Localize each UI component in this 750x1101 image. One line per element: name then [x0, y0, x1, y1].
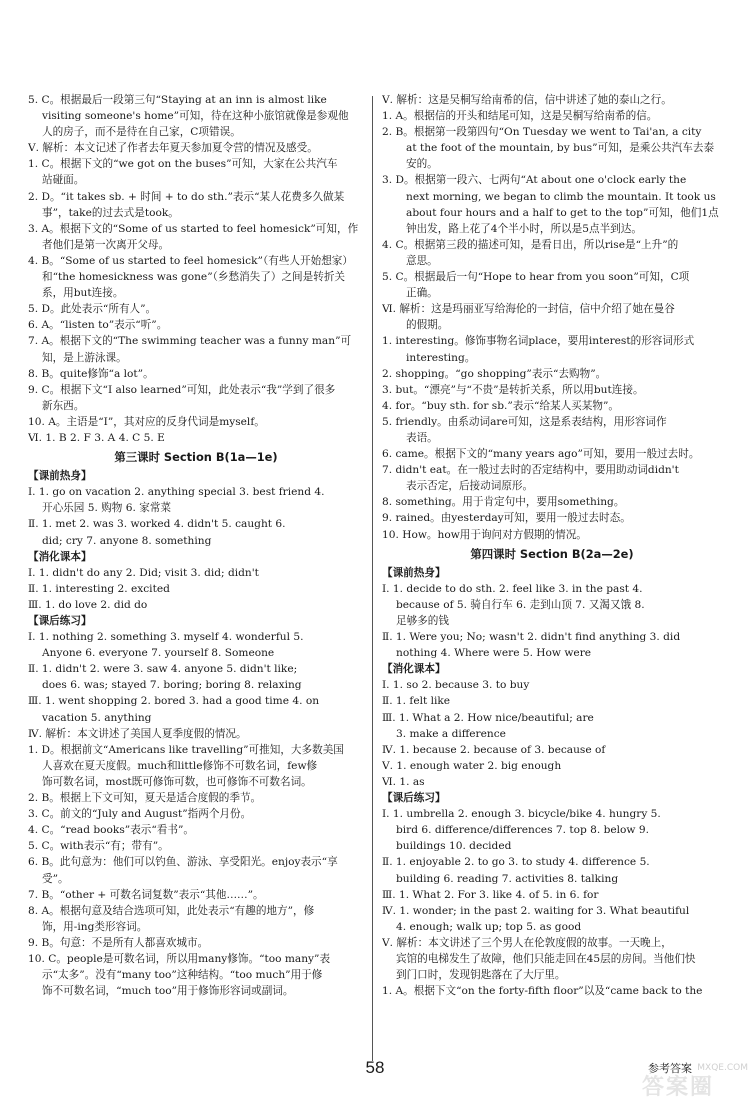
answer-line: Ⅳ. 解析：本文讲述了美国人夏季度假的情况。: [28, 727, 247, 740]
answer-line: 安的。: [406, 158, 438, 171]
answer-line: 6. came。根据下文的“many years ago”可知，要用一般过去时。: [382, 448, 700, 461]
subsection-heading: 【课前热身】: [382, 566, 446, 579]
answer-line: 表语。: [406, 431, 438, 444]
answer-line: Ⅲ. 1. What 2. For 3. like 4. of 5. in 6. for: [382, 888, 599, 901]
answer-line: Ⅱ. 1. didn't 2. were 3. saw 4. anyone 5. didn't like;: [28, 663, 298, 676]
answer-line: Ⅲ. 1. What a 2. How nice/beautiful; are: [382, 711, 594, 724]
answer-line: 7. B。“other + 可数名词复数”表示“其他……”。: [28, 888, 264, 901]
answer-line: Ⅲ. 1. do love 2. did do: [28, 598, 148, 611]
answer-line: 6. A。“listen to”表示“听”。: [28, 319, 168, 332]
subsection-heading: 【课后练习】: [28, 615, 92, 627]
answer-line: 9. B。句意：不是所有人都喜欢城市。: [28, 936, 209, 949]
answer-line: Ⅰ. 1. nothing 2. something 3. myself 4. wonderful 5.: [28, 631, 304, 644]
answer-line: 5. friendly。由系动词are可知，这是系表结构，用形容词作: [382, 415, 667, 428]
answer-line: 8. something。用于肯定句中，要用something。: [382, 496, 625, 509]
answer-line: at the foot of the mountain, by bus”可知，是乘公共汽车去泰: [406, 142, 715, 155]
answer-line: 足够多的钱: [396, 615, 449, 627]
answer-line: 7. A。根据下文的“The swimming teacher was a funny man”可: [28, 335, 352, 348]
answer-line: 受”。: [42, 872, 69, 885]
answer-line: 正确。: [406, 287, 438, 300]
answer-line: 示“太多”。没有“many too”这种结构。“too much”用于修: [42, 969, 323, 982]
answer-line: 宾馆的电梯发生了故障，他们只能走回在45层的房间。当他们快: [396, 952, 696, 965]
answer-line: 人的房子，而不是待在自己家，C项错误。: [42, 126, 241, 139]
answer-line: 事”，take的过去式是took。: [42, 206, 179, 219]
answer-line: Ⅵ. 解析：这是玛丽亚写给海伦的一封信，信中介绍了她在曼谷: [382, 303, 675, 316]
answer-line: 1. A。根据下文“on the forty-fifth floor”以及“came back to the: [382, 985, 703, 998]
answer-line: Ⅱ. 1. Were you; No; wasn't 2. didn't find anything 3. did: [382, 631, 681, 644]
answer-line: 3. make a difference: [396, 727, 506, 740]
answer-line: 4. for。“buy sth. for sb.”表示“给某人买某物”。: [382, 399, 619, 412]
answer-line: 人喜欢在夏天度假。much和little修饰不可数名词，few修: [42, 759, 318, 772]
answer-line: Ⅰ. 1. so 2. because 3. to buy: [382, 679, 530, 692]
answer-line: Ⅴ. 解析：这是吴桐写给南希的信，信中讲述了她的泰山之行。: [382, 94, 672, 106]
answer-line: buildings 10. decided: [396, 840, 512, 853]
answer-line: Ⅵ. 1. as: [382, 775, 425, 788]
answer-line: 饰可数名词，most既可修饰可数，也可修饰不可数名词。: [42, 775, 312, 788]
answer-line: 意思。: [406, 254, 438, 267]
answer-line: Ⅰ. 1. decide to do sth. 2. feel like 3. in the past 4.: [382, 582, 643, 595]
answer-line: 7. didn't eat。在一般过去时的否定结构中，要用助动词didn't: [382, 464, 679, 477]
answer-line: Ⅱ. 1. met 2. was 3. worked 4. didn't 5. caught 6.: [28, 518, 286, 531]
answer-line: 开心乐园 5. 购物 6. 家常菜: [42, 502, 172, 515]
answer-key-label: 参考答案: [648, 1062, 692, 1075]
answer-line: 1. C。根据下文的“we got on the buses”可知，大家在公共汽车: [28, 158, 338, 171]
subsection-heading: 【消化课本】: [28, 550, 92, 563]
answer-line: Ⅱ. 1. enjoyable 2. to go 3. to study 4. difference 5.: [382, 856, 650, 869]
answer-line: visiting someone's home”可知，待在这种小旅馆就像是参观他: [42, 110, 349, 123]
answer-line: 5. C。根据最后一句“Hope to hear from you soon”可知，C项: [382, 271, 690, 284]
answer-line: 钟出发，路上花了4个半小时，所以是5点半到达。: [406, 222, 642, 235]
page-number: 58: [365, 1058, 385, 1077]
answer-line: 表示否定，后接动词原形。: [406, 480, 534, 493]
answer-line: Ⅰ. 1. didn't do any 2. Did; visit 3. did; didn't: [28, 566, 259, 579]
answer-line: Ⅳ. 1. because 2. because of 3. because of: [382, 743, 606, 756]
answer-line: did; cry 7. anyone 8. something: [42, 534, 212, 547]
answer-line: Ⅳ. 1. wonder; in the past 2. waiting for 3. What beautiful: [382, 904, 690, 917]
answer-line: 8. B。quite修饰“a lot”。: [28, 367, 154, 380]
answer-line: next morning, we began to climb the mountain. It took us: [406, 190, 716, 203]
answer-line: 站碰面。: [42, 174, 85, 187]
answer-line: 10. How。how用于询问对方假期的情况。: [382, 528, 587, 541]
answer-line: Anyone 6. everyone 7. yourself 8. Someone: [42, 647, 275, 660]
answer-line: 饰不可数名词，“much too”用于修饰形容词或副词。: [42, 985, 294, 998]
answer-line: Ⅱ. 1. felt like: [382, 695, 451, 708]
answer-line: 的假期。: [406, 319, 449, 332]
answer-line: 3. D。根据第一段六、七两句“At about one o'clock early the: [382, 174, 687, 187]
watermark-site: MXQE.COM: [697, 1063, 748, 1073]
answer-line: Ⅴ. 1. enough water 2. big enough: [382, 759, 562, 772]
answer-line: 4. C。“read books”表示“看书”。: [28, 824, 194, 837]
answer-line: 3. but。“漂亮”与“不贵”是转折关系，所以用but连接。: [382, 383, 644, 396]
answer-line: 5. C。with表示“有；带有”。: [28, 840, 169, 853]
answer-line: Ⅴ. 解析：本文记述了作者去年夏天参加夏令营的情况及感受。: [28, 142, 318, 155]
answer-line: Ⅴ. 解析：本文讲述了三个男人在伦敦度假的故事。一天晚上，: [382, 936, 672, 949]
answer-line: 到门口时，发现钥匙落在了大厅里。: [396, 969, 566, 982]
left-column: [28, 92, 364, 999]
answer-line: 4. C。根据第三段的描述可知，是看日出，所以rise是“上升”的: [382, 238, 679, 251]
watermark-text: 答案圈: [641, 1075, 714, 1100]
subsection-heading: 【课前热身】: [28, 470, 92, 483]
answer-line: Ⅵ. 1. B 2. F 3. A 4. C 5. E: [28, 431, 165, 444]
answer-line: 2. D。“it takes sb. + 时间 + to do sth.”表示“某人花费多久做某: [28, 190, 345, 203]
answer-line: 10. C。people是可数名词，所以用many修饰。“too many”表: [28, 952, 331, 965]
subsection-heading: 【课后练习】: [382, 792, 446, 805]
answer-line: about four hours and a half to get to the top”可知，他们1点: [406, 206, 719, 219]
answer-line: 饰，用-ing类形容词。: [42, 920, 148, 933]
answer-line: 9. rained。由yesterday可知，要用一般过去时态。: [382, 512, 631, 525]
answer-line: 5. D。此处表示“所有人”。: [28, 303, 157, 316]
right-column: [382, 92, 722, 999]
answer-line: Ⅰ. 1. umbrella 2. enough 3. bicycle/bike 4. hungry 5.: [382, 808, 661, 821]
answer-line: bird 6. difference/differences 7. top 8. below 9.: [396, 824, 649, 837]
answer-line: 6. B。此句意为：他们可以钓鱼、游泳、享受阳光。enjoy表示“享: [28, 856, 338, 869]
answer-line: 9. C。根据下文“I also learned”可知，此处表示“我”学到了很多: [28, 383, 336, 396]
answer-line: because of 5. 骑自行车 6. 走到山顶 7. 又渴又饿 8.: [396, 598, 645, 611]
section-heading: 第四课时 Section B(2a—2e): [470, 546, 634, 561]
answer-line: 1. interesting。修饰事物名词place，要用interest的形容词形式: [382, 335, 695, 348]
answer-line: 3. C。前文的“July and August”指两个月份。: [28, 808, 252, 821]
answer-line: 新东西。: [42, 399, 85, 412]
subsection-heading: 【消化课本】: [382, 663, 446, 676]
answer-line: 8. A。根据句意及结合选项可知，此处表示“有趣的地方”，修: [28, 904, 315, 917]
answer-line: Ⅲ. 1. went shopping 2. bored 3. had a good time 4. on: [28, 695, 320, 708]
answer-line: Ⅰ. 1. go on vacation 2. anything special 3. best friend 4.: [28, 486, 325, 499]
column-divider: [372, 96, 373, 1061]
answer-line: 者他们是第一次离开父母。: [42, 238, 170, 251]
answer-line: vacation 5. anything: [42, 711, 152, 724]
answer-line: 1. A。根据信的开头和结尾可知，这是吴桐写给南希的信。: [382, 110, 658, 123]
answer-line: 10. A。主语是“I”，其对应的反身代词是myself。: [28, 415, 265, 428]
answer-line: 4. enough; walk up; top 5. as good: [396, 920, 582, 933]
answer-line: does 6. was; stayed 7. boring; boring 8. relaxing: [42, 679, 302, 692]
answer-line: 5. C。根据最后一段第三句“Staying at an inn is almost like: [28, 94, 327, 106]
answer-line: Ⅱ. 1. interesting 2. excited: [28, 582, 170, 595]
answer-line: nothing 4. Where were 5. How were: [396, 647, 592, 660]
section-heading: 第三课时 Section B(1a—1e): [114, 450, 278, 465]
answer-line: building 6. reading 7. activities 8. talking: [396, 872, 619, 885]
answer-line: 4. B。“Some of us started to feel homesick”（有些人开始想家）: [28, 254, 353, 267]
answer-line: 2. B。根据第一段第四句“On Tuesday we went to Tai'an, a city: [382, 126, 702, 139]
answer-line: 2. shopping。“go shopping”表示“去购物”。: [382, 367, 607, 380]
answer-line: interesting。: [406, 351, 476, 364]
answer-line: 3. A。根据下文的“Some of us started to feel homesick”可知，作: [28, 222, 359, 235]
answer-line: 和“the homesickness was gone”（乡愁消失了）之间是转折关: [42, 271, 346, 284]
answer-line: 知，是上游泳课。: [42, 351, 127, 364]
answer-line: 系，用but连接。: [42, 287, 124, 300]
answer-line: 2. B。根据上下文可知，夏天是适合度假的季节。: [28, 792, 262, 805]
answer-line: 1. D。根据前文“Americans like travelling”可推知，大多数美国: [28, 743, 344, 756]
